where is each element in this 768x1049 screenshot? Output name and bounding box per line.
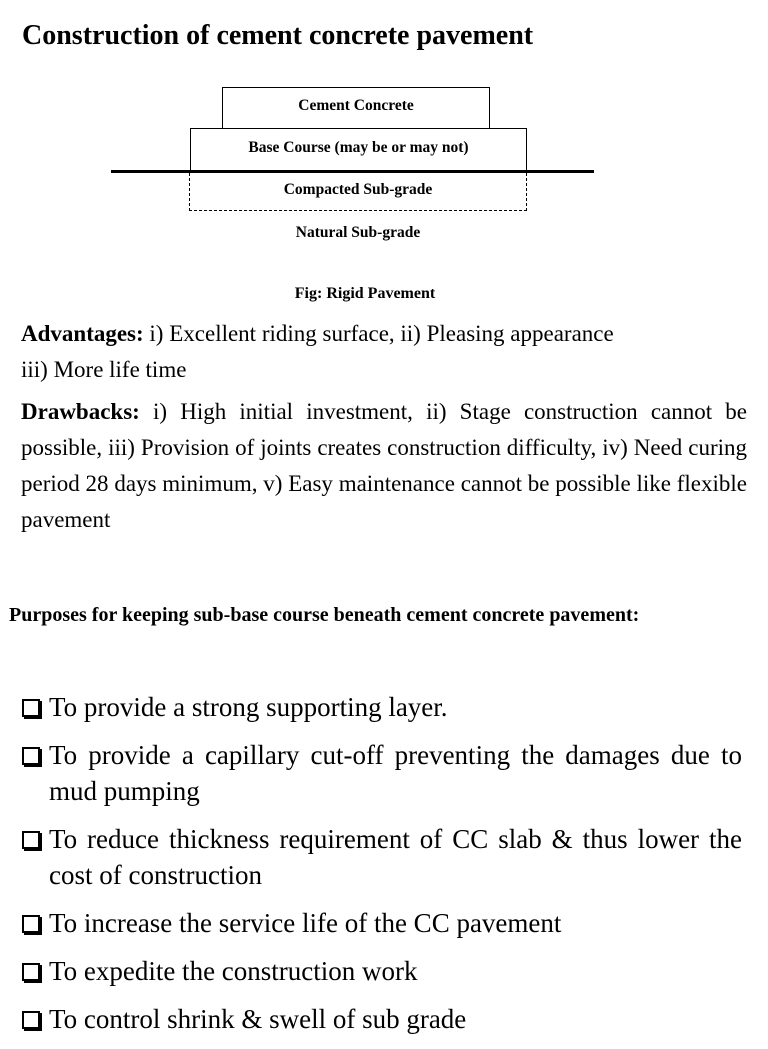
checkbox-bullet-icon [22,915,40,933]
checkbox-bullet-icon [22,699,40,717]
list-item-text: To expedite the construction work [49,956,418,986]
list-item-text: To control shrink & swell of sub grade [49,1004,467,1034]
drawbacks-label: Drawbacks: [21,399,140,424]
advantages-label: Advantages: [21,321,144,346]
advantages-text-line2: iii) More life time [21,357,187,382]
list-item [20,905,742,941]
list-item [20,689,742,725]
figure-caption: Fig: Rigid Pavement [294,285,436,302]
list-item [20,821,742,893]
base-course-label: Base Course (may be or may not) [248,139,469,156]
purposes-heading: Purposes for keeping sub-base course beneath cement concrete pavement: [9,604,640,626]
checkbox-bullet-icon [22,831,40,849]
advantages-paragraph [21,316,747,388]
rigid-pavement-diagram [0,0,768,320]
list-item [20,737,742,809]
list-item-text: To reduce thickness requirement of CC slab & thus lower the cost of construction [49,824,742,890]
list-item [20,1001,742,1037]
page-title: Construction of cement concrete pavement [22,20,534,51]
compacted-subgrade-label: Compacted Sub-grade [283,181,433,198]
checkbox-bullet-icon [22,747,40,765]
checkbox-bullet-icon [22,963,40,981]
list-item-text: To provide a capillary cut-off preventing the damages due to mud pumping [49,740,742,806]
drawbacks-text: i) High initial investment, ii) Stage construction cannot be possible, iii) Provision of joints creates construction difficulty, iv) Need curing period 28 days minimum, v) Easy maintenance cannot be possible like flexible pavement [21,399,747,532]
purposes-list [20,689,742,1049]
list-item-text: To provide a strong supporting layer. [49,692,448,722]
list-item-text: To increase the service life of the CC pavement [49,908,562,938]
drawbacks-paragraph [21,394,747,538]
natural-subgrade-label: Natural Sub-grade [295,224,421,241]
checkbox-bullet-icon [22,1011,40,1029]
advantages-text-line1: i) Excellent riding surface, ii) Pleasing appearance [143,321,614,346]
list-item [20,953,742,989]
cement-concrete-label: Cement Concrete [298,97,414,114]
